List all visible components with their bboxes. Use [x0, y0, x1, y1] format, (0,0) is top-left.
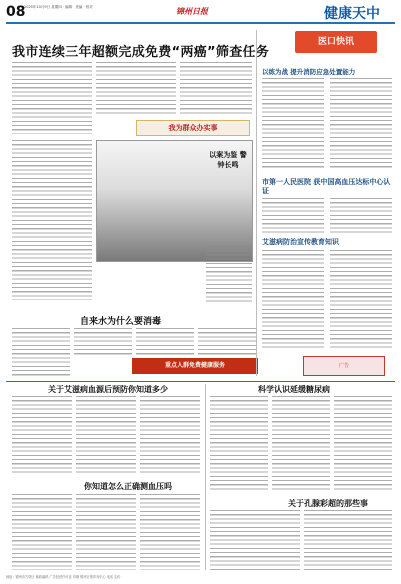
ultrasound-col-2 — [304, 510, 392, 570]
bp-col-2 — [76, 494, 136, 570]
small-ad: 广告 — [303, 356, 385, 376]
diabetes-col-1 — [210, 396, 268, 492]
water-headline: 自来水为什么要消毒 — [80, 317, 162, 327]
diabetes-col-3 — [334, 396, 392, 492]
header-rule — [6, 22, 395, 24]
blood-pressure-headline: 你知道怎么正确测血压吗 — [84, 482, 172, 491]
service-ad-banner: 重点人群免费健康服务 — [132, 358, 258, 374]
main-article-col-3 — [180, 62, 252, 116]
bp-col-1 — [12, 494, 72, 570]
photo-caption: 以案为鉴 警钟长鸣 — [209, 151, 247, 169]
hiv-col-1 — [12, 396, 72, 476]
right-headline: 市第一人民医院 获中国高血压达标中心认证 — [262, 178, 391, 195]
tips-headline: 以练为战 提升消防应急处置能力 — [262, 68, 356, 76]
right-article-col-2 — [330, 198, 392, 234]
aids-col-2 — [330, 250, 392, 350]
footer: 地址：锦州市古塔区 邮政编码 广告经营许可证 印刷 锦州日报印务中心 电话 定价 — [6, 575, 121, 579]
tips-col-2 — [330, 78, 392, 170]
bottom-column-divider — [205, 384, 206, 570]
paper-logo: 锦州日报 — [176, 7, 208, 16]
section-title: 健康天中 — [324, 6, 380, 22]
page-number: 08 — [6, 4, 26, 20]
main-article-col-1 — [12, 62, 92, 134]
bp-col-3 — [140, 494, 200, 570]
main-headline: 我市连续三年超额完成免费“两癌”筛查任务 — [12, 45, 270, 60]
ultrasound-headline: 关于孔腺彩超的那些事 — [288, 499, 368, 508]
diabetes-col-2 — [272, 396, 330, 492]
hiv-prevention-headline: 关于艾滋病血源后预防你知道多少 — [48, 385, 168, 394]
water-col-3 — [136, 328, 194, 356]
tips-col-1 — [262, 78, 324, 170]
ultrasound-col-1 — [210, 510, 300, 570]
water-col-1 — [12, 328, 70, 376]
water-col-2 — [74, 328, 132, 356]
top-column-divider — [256, 30, 257, 376]
main-article-col-2 — [96, 62, 176, 116]
diabetes-headline: 科学认识延缓糖尿病 — [258, 385, 330, 394]
tips-banner: 医口快讯 — [295, 31, 377, 53]
right-article-col-1 — [262, 198, 324, 234]
bottom-rule — [6, 381, 395, 382]
water-col-4 — [198, 328, 256, 356]
hiv-col-2 — [76, 396, 136, 476]
photo-caption-text — [206, 246, 252, 302]
aids-col-1 — [262, 250, 324, 350]
issue-date-line: 2025年10月9日 星期四 · 编辑 · 美编 · 校对 — [24, 5, 93, 9]
hiv-col-3 — [140, 396, 200, 476]
photo-banner: 我为群众办实事 — [136, 120, 250, 136]
aids-headline: 艾滋病防治宣传教育知识 — [262, 238, 339, 246]
main-article-col-1b — [12, 140, 92, 300]
